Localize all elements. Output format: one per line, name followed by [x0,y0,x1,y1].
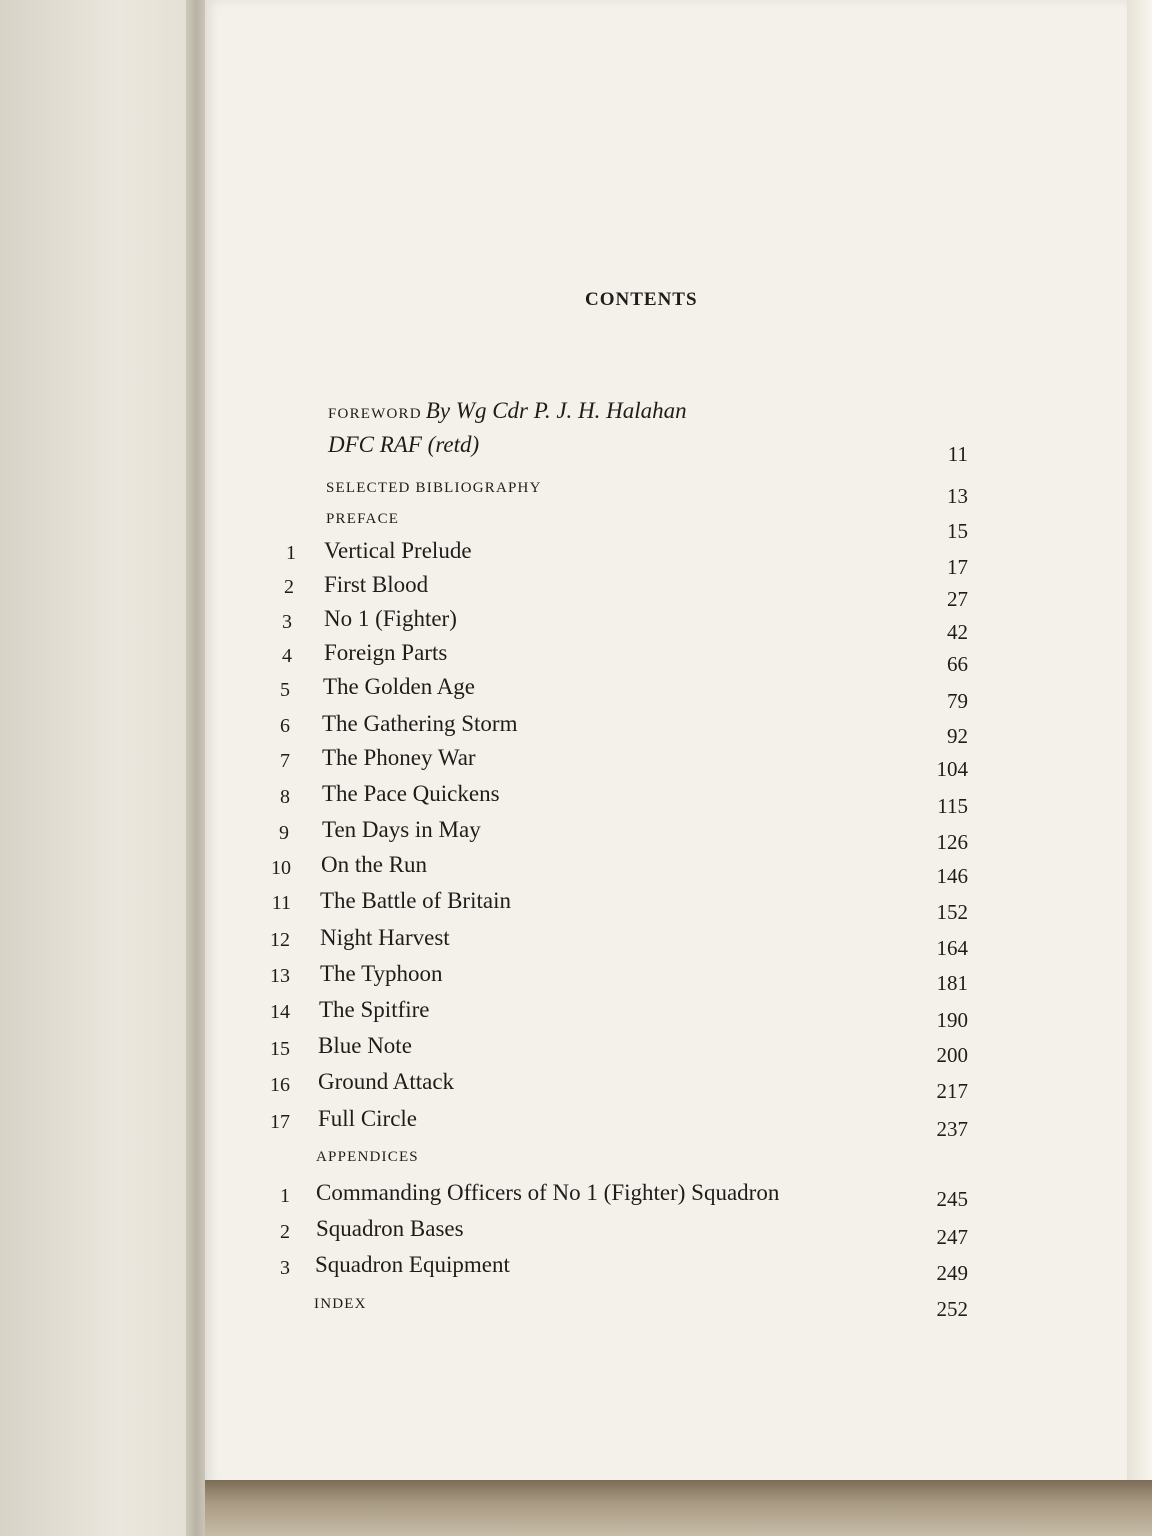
chapter-number: 8 [280,786,290,808]
chapter-title: The Golden Age [323,674,476,699]
appendix-page: 249 [936,1261,968,1285]
chapter-title: Ground Attack [318,1069,455,1094]
chapter-page: 190 [936,1008,968,1032]
chapter-number: 2 [284,576,294,598]
chapter-title: Ten Days in May [322,817,481,842]
appendix-title: Squadron Equipment [315,1252,510,1277]
appendix-number: 1 [280,1185,290,1207]
chapter-number: 16 [270,1074,290,1096]
appendices-label: APPENDICES [316,1149,419,1165]
preface-label: PREFACE [326,511,400,527]
chapter-number: 11 [271,892,291,914]
chapter-page: 92 [947,724,968,748]
chapter-number: 15 [270,1038,290,1060]
chapter-title: Blue Note [318,1033,412,1058]
foreword-label: FOREWORD [328,406,422,422]
page-edge [1127,0,1152,1488]
chapter-page: 27 [947,587,968,611]
chapter-title: The Battle of Britain [320,888,511,913]
chapter-page: 42 [947,620,968,644]
chapter-number: 9 [279,822,289,844]
chapter-title: The Typhoon [320,961,443,986]
chapter-page: 17 [947,555,968,579]
chapter-title: Full Circle [318,1106,418,1131]
chapter-title: On the Run [321,852,428,877]
chapter-number: 12 [270,929,290,951]
foreword-honours: DFC RAF [328,432,422,457]
index-label: INDEX [314,1296,367,1312]
chapter-page: 217 [936,1079,968,1103]
chapter-number: 6 [280,715,290,737]
chapter-page: 146 [936,864,968,888]
contents-heading: CONTENTS [585,289,698,310]
index-page: 252 [936,1297,968,1321]
appendix-number: 3 [280,1257,290,1279]
chapter-title: The Spitfire [319,997,430,1022]
chapter-number: 10 [271,857,291,879]
chapter-page: 181 [936,971,968,995]
chapter-number: 17 [270,1111,290,1133]
chapter-page: 237 [936,1117,968,1141]
chapter-number: 13 [270,965,290,987]
chapter-page: 66 [947,652,968,676]
appendix-page: 245 [936,1187,968,1211]
chapter-title: First Blood [324,572,429,597]
appendix-page: 247 [936,1225,968,1249]
bibliography-page: 13 [947,484,968,508]
foreword-entry [328,398,687,424]
chapter-number: 5 [280,679,290,701]
preface-page: 15 [947,519,968,543]
chapter-title: The Pace Quickens [322,781,500,806]
chapter-number: 4 [282,645,292,667]
book-bottom-edge [205,1480,1152,1536]
chapter-number: 3 [282,611,292,633]
chapter-page: 164 [936,936,968,960]
appendix-title: Commanding Officers of No 1 (Fighter) Squadron [316,1180,780,1205]
chapter-number: 1 [286,542,296,564]
foreword-byline-continued [328,432,479,458]
chapter-page: 115 [937,794,968,818]
chapter-number: 14 [270,1001,290,1023]
appendix-title: Squadron Bases [316,1216,464,1241]
chapter-title: Foreign Parts [324,640,448,665]
chapter-page: 104 [936,757,968,781]
chapter-page: 79 [947,689,968,713]
chapter-title: Night Harvest [320,925,450,950]
chapter-page: 126 [936,830,968,854]
appendix-number: 2 [280,1221,290,1243]
chapter-title: Vertical Prelude [324,538,472,563]
foreword-retd: (retd) [427,432,480,457]
chapter-page: 152 [936,900,968,924]
foreword-byline: By Wg Cdr P. J. H. Halahan [425,398,687,423]
chapter-page: 200 [936,1043,968,1067]
chapter-title: No 1 (Fighter) [324,606,457,631]
foreword-page: 11 [947,442,968,466]
bibliography-label: SELECTED BIBLIOGRAPHY [326,480,542,496]
left-page [0,0,200,1536]
chapter-title: The Phoney War [322,745,476,770]
chapter-title: The Gathering Storm [322,711,518,736]
chapter-number: 7 [280,750,290,772]
